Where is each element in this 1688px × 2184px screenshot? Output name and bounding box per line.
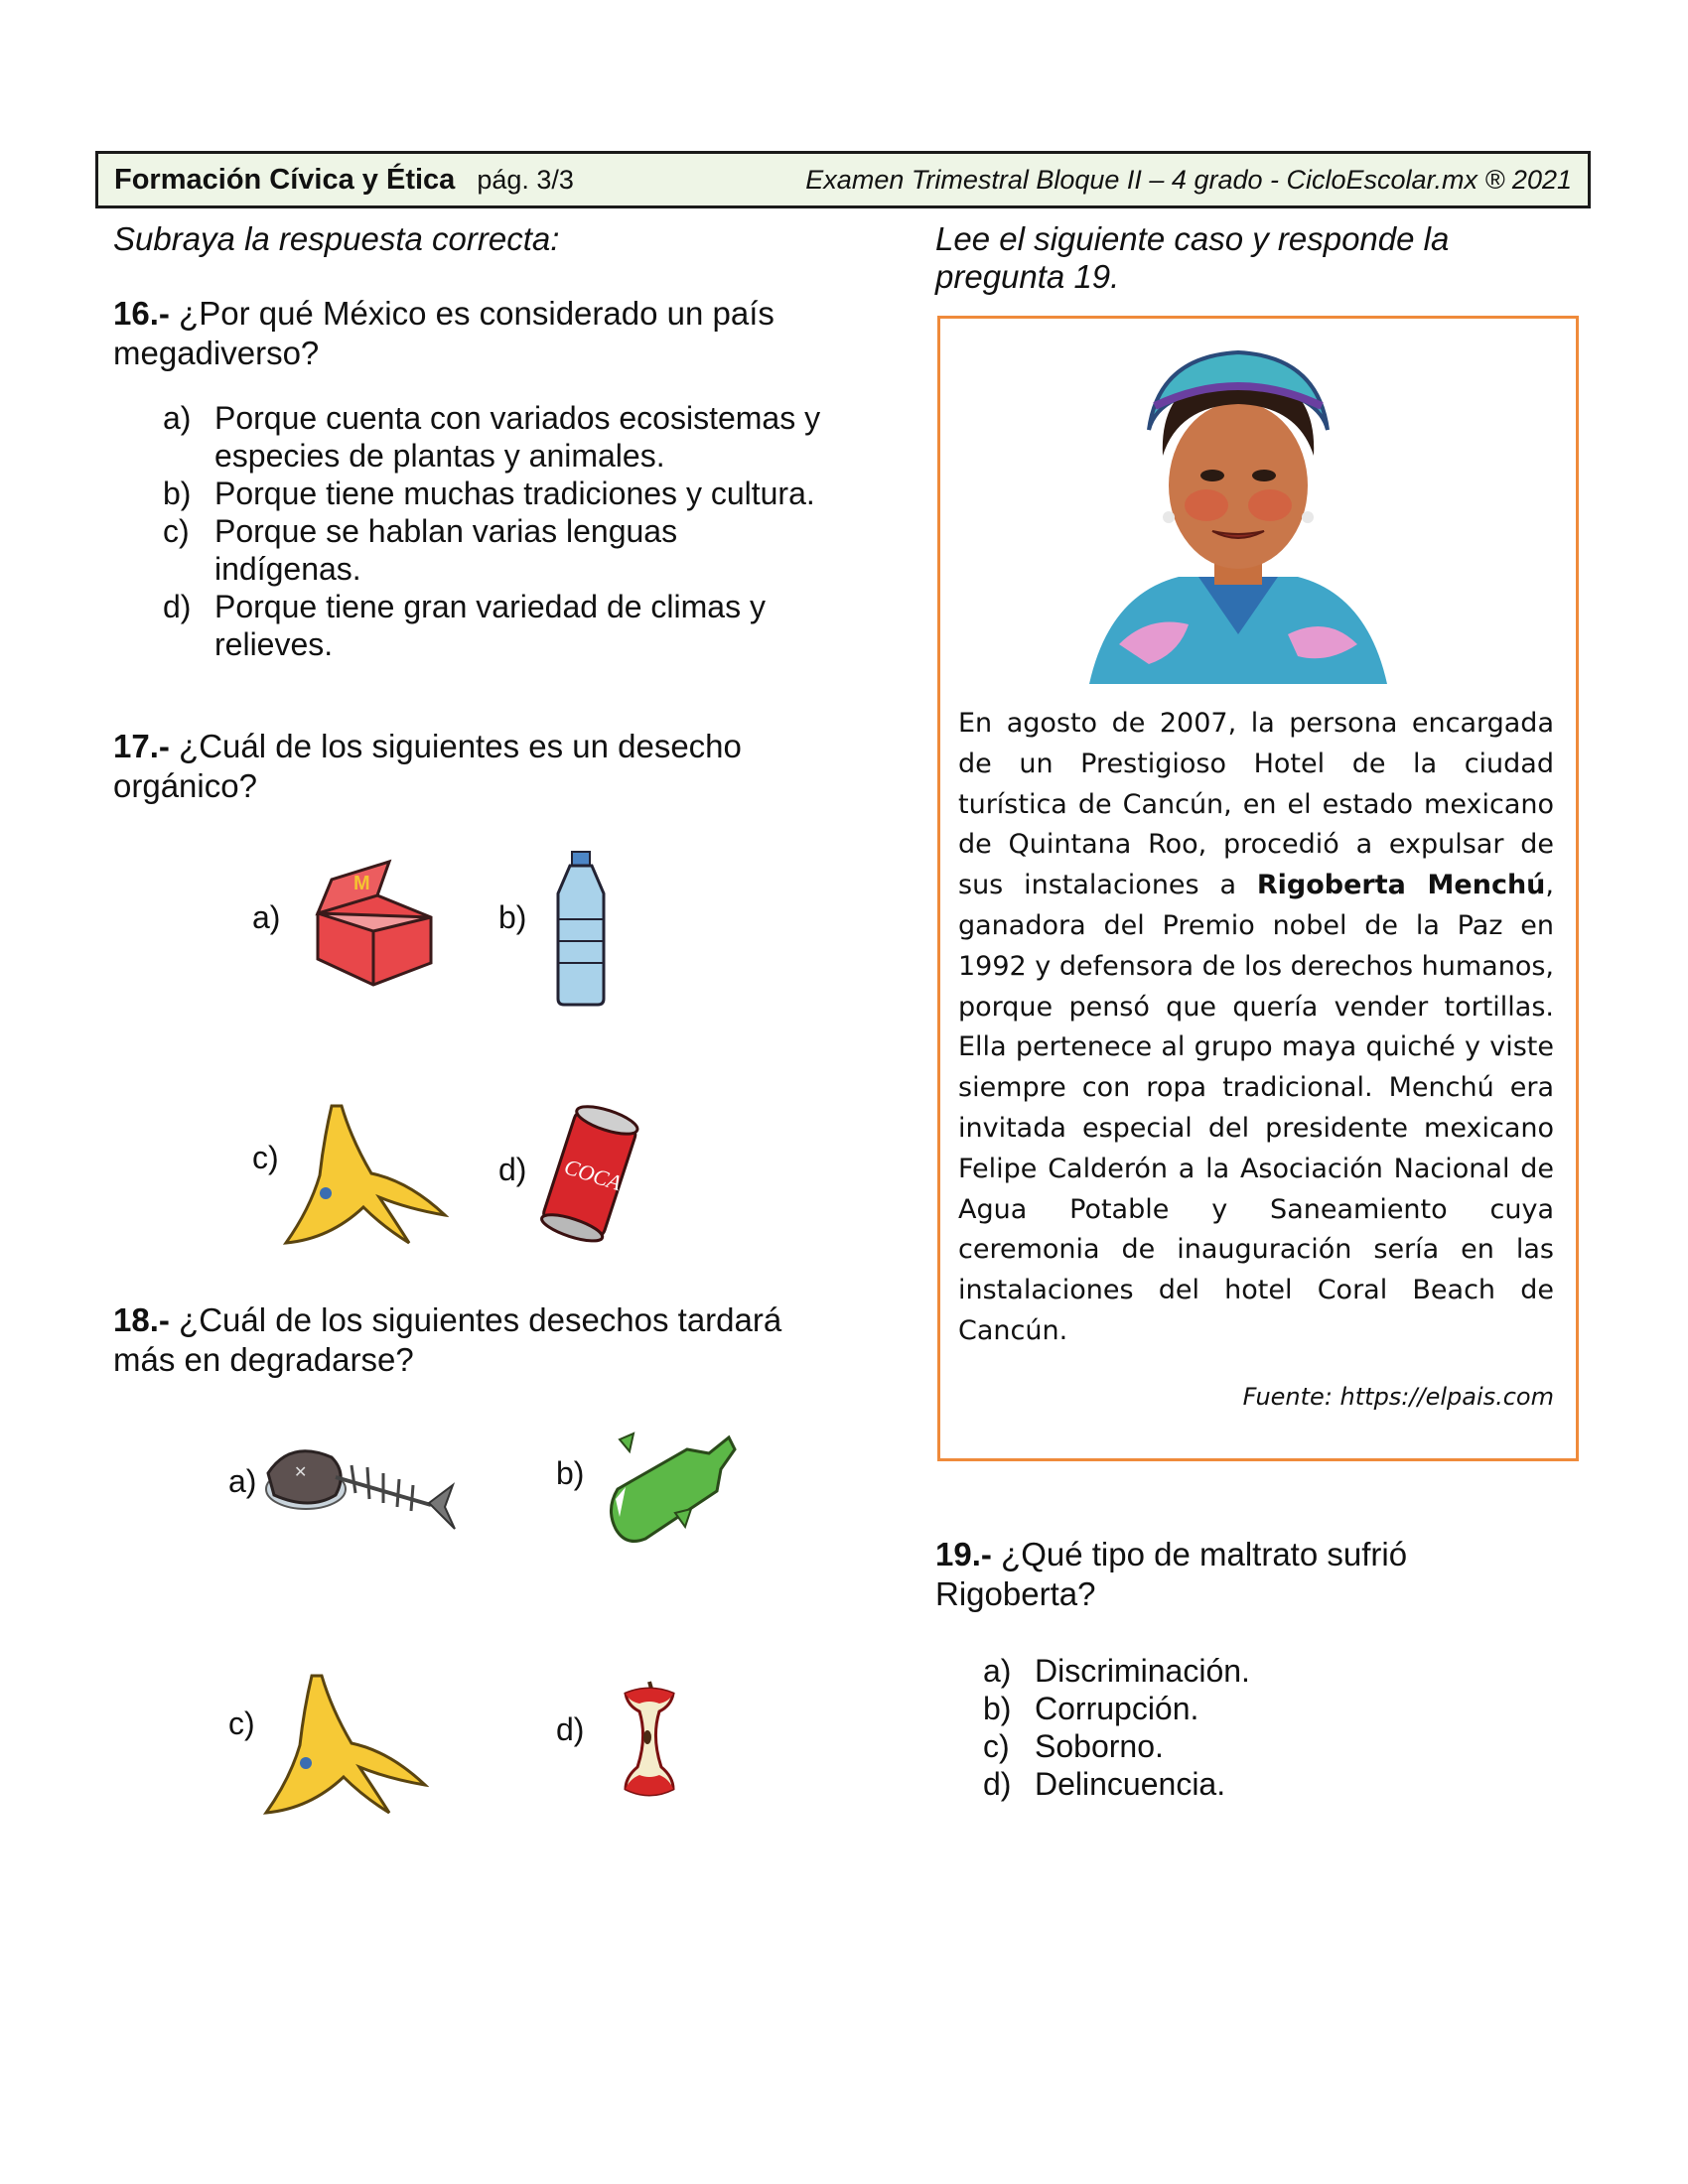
option-16-c[interactable]: c) Porque se hablan varias lenguas indígenas.: [163, 513, 678, 587]
question-17-number: 17.-: [113, 728, 170, 764]
case-text-before: En agosto de 2007, la persona encargada de un Prestigioso Hotel de la ciudad turística de Cancún, en el estado mexicano de Quintana Roo, procedió a expulsar de sus instalaciones a: [958, 708, 1554, 901]
option-19-b[interactable]: b) Corrupción.: [983, 1691, 1199, 1726]
question-19-options: [983, 1652, 1479, 1803]
question-17: [113, 727, 788, 806]
subject-title: Formación Cívica y Ética: [114, 163, 456, 196]
soda-can-icon: [536, 1102, 645, 1245]
q18-label-a: a): [228, 1463, 257, 1499]
q17-label-d: d): [498, 1152, 527, 1187]
option-16-a[interactable]: a) Porque cuenta con variados ecosistemas y especies de plantas y animales.: [163, 400, 821, 474]
q18-label-c: c): [228, 1706, 255, 1741]
question-16-options: [163, 399, 858, 663]
water-bottle-icon: [546, 850, 616, 1009]
question-19: [935, 1535, 1452, 1614]
question-18-number: 18.-: [113, 1301, 170, 1338]
banana-peel-icon: [260, 1670, 429, 1819]
page-header: [95, 151, 1591, 208]
case-person-name: Rigoberta Menchú: [1256, 870, 1546, 901]
portrait-illustration: [1089, 346, 1387, 684]
svg-text:✕: ✕: [294, 1462, 308, 1481]
right-instruction: Lee el siguiente caso y responde la pregunta 19.: [935, 220, 1450, 295]
left-instruction: Subraya la respuesta correcta:: [113, 220, 560, 257]
q17-label-b: b): [498, 899, 527, 935]
svg-text:M: M: [353, 873, 370, 894]
question-17-text: ¿Cuál de los siguientes es un desecho orgánico?: [113, 728, 742, 804]
page-number: pág. 3/3: [477, 164, 574, 195]
fast-food-box-icon: [304, 856, 439, 991]
case-source: Fuente: https://elpais.com: [1242, 1383, 1554, 1411]
case-text-after: , ganadora del Premio nobel de la Paz en 1992 y defensora de los derechos humanos, porque pensó que quería vender tortillas. Ella pertenece al grupo maya quiché y viste siempre con ropa tradicional. Menchú era invitada especial del presidente mexicano Felipe Calderón a la Asociación Nacional de Agua Potable y Saneamiento cuya ceremonia de inauguración sería en las instalaciones del hotel Coral Beach de Cancún.: [958, 870, 1554, 1346]
apple-core-icon: [610, 1678, 689, 1805]
question-19-number: 19.-: [935, 1536, 992, 1572]
exam-title: Examen Trimestral Bloque II – 4 grado - CicloEscolar.mx ® 2021: [805, 164, 1572, 195]
option-19-a[interactable]: a) Discriminación.: [983, 1653, 1250, 1689]
option-16-d[interactable]: d) Porque tiene gran variedad de climas y relieves.: [163, 589, 766, 662]
broken-bottle-icon: [590, 1430, 739, 1549]
question-18: [113, 1300, 808, 1380]
question-16-number: 16.-: [113, 295, 170, 332]
case-text: [958, 704, 1554, 1352]
banana-peel-icon: [280, 1100, 449, 1249]
option-19-d[interactable]: d) Delincuencia.: [983, 1766, 1226, 1802]
question-16-text: ¿Por qué México es considerado un país megadiverso?: [113, 295, 774, 371]
can-brand-text: COCA: [561, 1154, 625, 1196]
question-18-text: ¿Cuál de los siguientes desechos tardará más en degradarse?: [113, 1301, 782, 1378]
fish-bone-icon: [260, 1433, 459, 1543]
q17-label-a: a): [252, 899, 281, 935]
q17-label-c: c): [252, 1140, 279, 1175]
q18-label-b: b): [556, 1455, 585, 1491]
option-16-b[interactable]: b) Porque tiene muchas tradiciones y cultura.: [163, 476, 815, 511]
option-19-c[interactable]: c) Soborno.: [983, 1728, 1164, 1764]
q18-label-d: d): [556, 1711, 585, 1747]
case-box: [937, 316, 1579, 1461]
question-19-text: ¿Qué tipo de maltrato sufrió Rigoberta?: [935, 1536, 1408, 1612]
question-16: [113, 294, 828, 373]
